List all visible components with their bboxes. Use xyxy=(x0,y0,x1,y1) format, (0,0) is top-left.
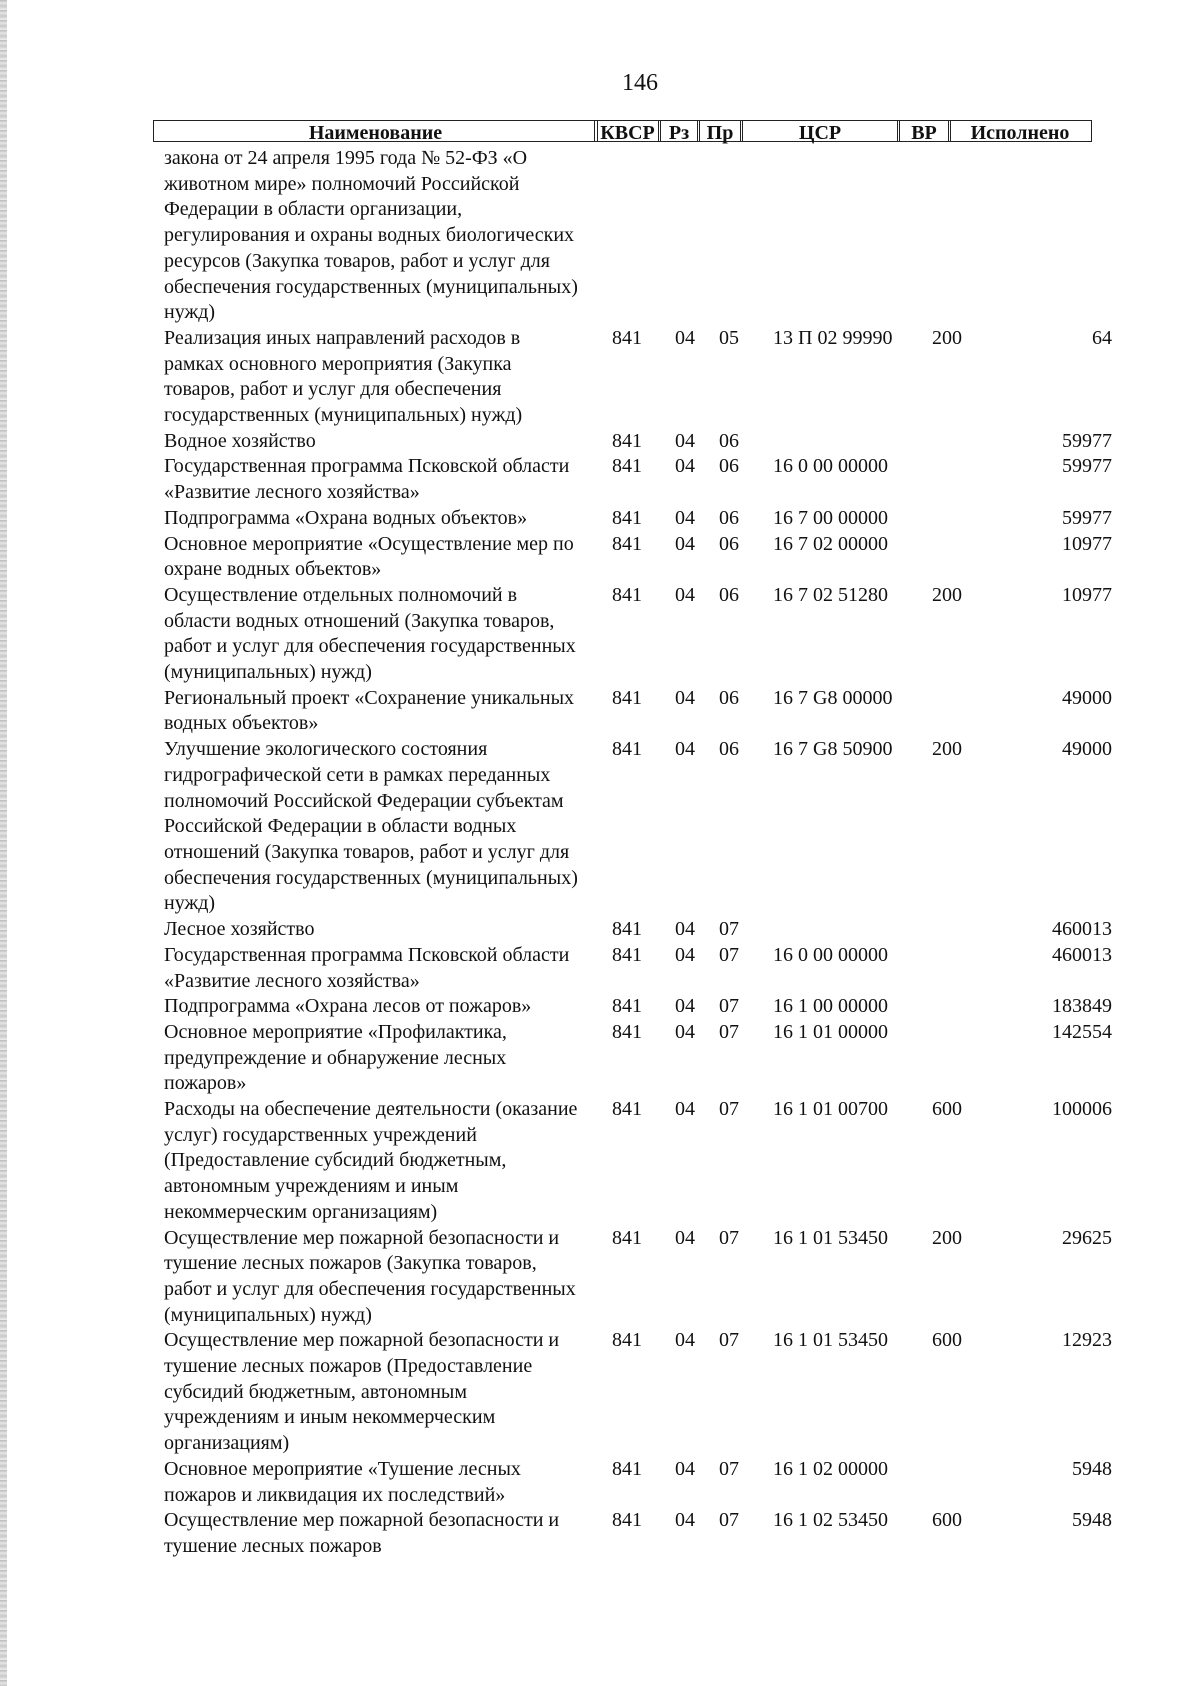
row-name: Основное мероприятие «Осуществление мер по охране водных объектов» xyxy=(164,532,574,581)
table-row xyxy=(0,532,1200,583)
row-kvsr: 841 xyxy=(612,583,642,606)
table-row xyxy=(0,1508,1200,1559)
row-name: Улучшение экологического состояния гидрографической сети в рамках переданных полномочий Российской Федерации субъектам Российской Федерации в области водных отношений (Закупка товаров, работ и услуг для обеспечения государственных (муниципальных) нужд) xyxy=(164,738,578,915)
row-rz: 04 xyxy=(675,1098,695,1121)
row-vr: 600 xyxy=(932,1329,962,1352)
row-csr: 16 7 G8 00000 xyxy=(773,686,893,709)
row-csr: 16 1 01 00700 xyxy=(773,1098,888,1121)
row-rz: 04 xyxy=(675,943,695,966)
row-name: Региональный проект «Сохранение уникальных водных объектов» xyxy=(164,686,575,735)
row-csr: 16 1 01 53450 xyxy=(773,1329,888,1352)
row-done: 10977 xyxy=(1062,583,1112,606)
row-kvsr: 841 xyxy=(612,1457,642,1480)
table-row xyxy=(0,506,1200,532)
table-row xyxy=(0,1097,1200,1226)
row-kvsr: 841 xyxy=(612,532,642,555)
table-row xyxy=(0,943,1200,994)
row-name: Расходы на обеспечение деятельности (оказание услуг) государственных учреждений (Предоставление субсидий бюджетным, автономным учреждениям и иным некоммерческим организациям) xyxy=(164,1098,578,1223)
row-done: 460013 xyxy=(1052,918,1112,941)
table-body xyxy=(0,146,1200,1560)
row-vr: 200 xyxy=(932,738,962,761)
row-rz: 04 xyxy=(675,995,695,1018)
row-name: Осуществление мер пожарной безопасности и тушение лесных пожаров (Закупка товаров, работ и услуг для обеспечения государственных (муниципальных) нужд) xyxy=(164,1226,576,1326)
row-pr: 06 xyxy=(719,738,739,761)
row-kvsr: 841 xyxy=(612,738,642,761)
row-name: Основное мероприятие «Профилактика, предупреждение и обнаружение лесных пожаров» xyxy=(164,1020,507,1095)
row-vr: 600 xyxy=(932,1509,962,1532)
row-name: Осуществление отдельных полномочий в области водных отношений (Закупка товаров, работ и услуг для обеспечения государственных (муниципальных) нужд) xyxy=(164,583,576,684)
row-kvsr: 841 xyxy=(612,1509,642,1532)
row-kvsr: 841 xyxy=(612,326,642,349)
row-pr: 07 xyxy=(719,1020,739,1043)
row-done: 5948 xyxy=(1072,1457,1112,1480)
row-rz: 04 xyxy=(675,1457,695,1480)
row-name: Государственная программа Псковской области «Развитие лесного хозяйства» xyxy=(164,455,570,504)
row-done: 5948 xyxy=(1072,1509,1112,1532)
row-rz: 04 xyxy=(675,686,695,709)
row-pr: 06 xyxy=(719,429,739,452)
row-csr: 16 1 02 00000 xyxy=(773,1457,888,1480)
row-csr: 16 0 00 00000 xyxy=(773,943,888,966)
row-vr: 200 xyxy=(932,326,962,349)
row-pr: 06 xyxy=(719,532,739,555)
table-row xyxy=(0,994,1200,1020)
row-csr: 16 1 02 53450 xyxy=(773,1509,888,1532)
row-rz: 04 xyxy=(675,326,695,349)
row-name: Водное хозяйство xyxy=(164,429,316,452)
table-row xyxy=(0,326,1200,429)
row-name: Реализация иных направлений расходов в рамках основного мероприятия (Закупка товаров, работ и услуг для обеспечения государственных (муниципальных) нужд) xyxy=(164,326,523,427)
row-kvsr: 841 xyxy=(612,1098,642,1121)
header-vr: ВР xyxy=(897,120,951,142)
row-vr: 600 xyxy=(932,1098,962,1121)
row-rz: 04 xyxy=(675,455,695,478)
row-pr: 07 xyxy=(719,1226,739,1249)
row-rz: 04 xyxy=(675,738,695,761)
row-pr: 06 xyxy=(719,455,739,478)
row-name: закона от 24 апреля 1995 года № 52-ФЗ «О животном мире» полномочий Российской Федерации в области организации, регулирования и охраны водных биологических ресурсов (Закупка товаров, работ и услуг для обеспечения государственных (муниципальных) нужд) xyxy=(164,147,578,324)
row-vr: 200 xyxy=(932,1226,962,1249)
row-rz: 04 xyxy=(675,1329,695,1352)
row-kvsr: 841 xyxy=(612,943,642,966)
row-rz: 04 xyxy=(675,918,695,941)
row-name: Осуществление мер пожарной безопасности и тушение лесных пожаров xyxy=(164,1509,560,1557)
header-kvsr: КВСР xyxy=(594,120,661,142)
header-done: Исполнено xyxy=(948,120,1092,142)
row-done: 29625 xyxy=(1062,1226,1112,1249)
row-rz: 04 xyxy=(675,429,695,452)
row-csr: 13 П 02 99990 xyxy=(773,326,893,349)
row-pr: 07 xyxy=(719,1098,739,1121)
row-done: 142554 xyxy=(1052,1020,1112,1043)
row-csr: 16 7 G8 50900 xyxy=(773,738,893,761)
row-pr: 07 xyxy=(719,1509,739,1532)
row-csr: 16 1 01 53450 xyxy=(773,1226,888,1249)
row-pr: 07 xyxy=(719,943,739,966)
row-kvsr: 841 xyxy=(612,429,642,452)
row-rz: 04 xyxy=(675,1509,695,1532)
row-kvsr: 841 xyxy=(612,506,642,529)
row-name: Основное мероприятие «Тушение лесных пожаров и ликвидация их последствий» xyxy=(164,1457,521,1506)
row-kvsr: 841 xyxy=(612,1226,642,1249)
row-done: 59977 xyxy=(1062,506,1112,529)
header-pr: Пр xyxy=(697,120,743,142)
row-csr: 16 1 00 00000 xyxy=(773,995,888,1018)
table-row xyxy=(0,737,1200,917)
row-csr: 16 7 02 51280 xyxy=(773,583,888,606)
row-pr: 07 xyxy=(719,1457,739,1480)
row-name: Осуществление мер пожарной безопасности и тушение лесных пожаров (Предоставление субсидий бюджетным, автономным учреждениям и иным некоммерческим организациям) xyxy=(164,1329,560,1455)
table-row xyxy=(0,686,1200,737)
row-done: 59977 xyxy=(1062,429,1112,452)
row-name: Лесное хозяйство xyxy=(164,918,315,941)
row-pr: 07 xyxy=(719,995,739,1018)
table-row xyxy=(0,454,1200,505)
row-pr: 05 xyxy=(719,326,739,349)
row-pr: 06 xyxy=(719,506,739,529)
page-number: 146 xyxy=(622,70,658,96)
header-rz: Рз xyxy=(658,120,700,142)
table-row xyxy=(0,1328,1200,1457)
row-csr: 16 7 00 00000 xyxy=(773,506,888,529)
table-row xyxy=(0,917,1200,943)
row-csr: 16 1 01 00000 xyxy=(773,1020,888,1043)
table-row xyxy=(0,1457,1200,1508)
row-kvsr: 841 xyxy=(612,686,642,709)
row-name: Государственная программа Псковской области «Развитие лесного хозяйства» xyxy=(164,943,570,992)
row-name: Подпрограмма «Охрана водных объектов» xyxy=(164,506,528,529)
row-kvsr: 841 xyxy=(612,918,642,941)
row-rz: 04 xyxy=(675,1226,695,1249)
row-rz: 04 xyxy=(675,506,695,529)
row-rz: 04 xyxy=(675,532,695,555)
row-done: 49000 xyxy=(1062,686,1112,709)
row-done: 59977 xyxy=(1062,455,1112,478)
row-done: 49000 xyxy=(1062,738,1112,761)
row-done: 460013 xyxy=(1052,943,1112,966)
table-header xyxy=(153,120,1092,144)
row-kvsr: 841 xyxy=(612,1020,642,1043)
row-done: 183849 xyxy=(1052,995,1112,1018)
header-csr: ЦСР xyxy=(740,120,900,142)
row-pr: 07 xyxy=(719,1329,739,1352)
table-row xyxy=(0,1226,1200,1329)
row-vr: 200 xyxy=(932,583,962,606)
row-pr: 06 xyxy=(719,686,739,709)
row-pr: 06 xyxy=(719,583,739,606)
row-csr: 16 7 02 00000 xyxy=(773,532,888,555)
header-name: Наименование xyxy=(153,120,598,142)
row-done: 64 xyxy=(1092,326,1112,349)
row-name: Подпрограмма «Охрана лесов от пожаров» xyxy=(164,995,532,1018)
table-row xyxy=(0,146,1200,326)
row-csr: 16 0 00 00000 xyxy=(773,455,888,478)
row-kvsr: 841 xyxy=(612,995,642,1018)
table-row xyxy=(0,583,1200,686)
table-row xyxy=(0,1020,1200,1097)
row-done: 10977 xyxy=(1062,532,1112,555)
row-done: 100006 xyxy=(1052,1098,1112,1121)
row-rz: 04 xyxy=(675,1020,695,1043)
row-kvsr: 841 xyxy=(612,455,642,478)
row-kvsr: 841 xyxy=(612,1329,642,1352)
table-row xyxy=(0,429,1200,455)
row-rz: 04 xyxy=(675,583,695,606)
row-pr: 07 xyxy=(719,918,739,941)
row-done: 12923 xyxy=(1062,1329,1112,1352)
